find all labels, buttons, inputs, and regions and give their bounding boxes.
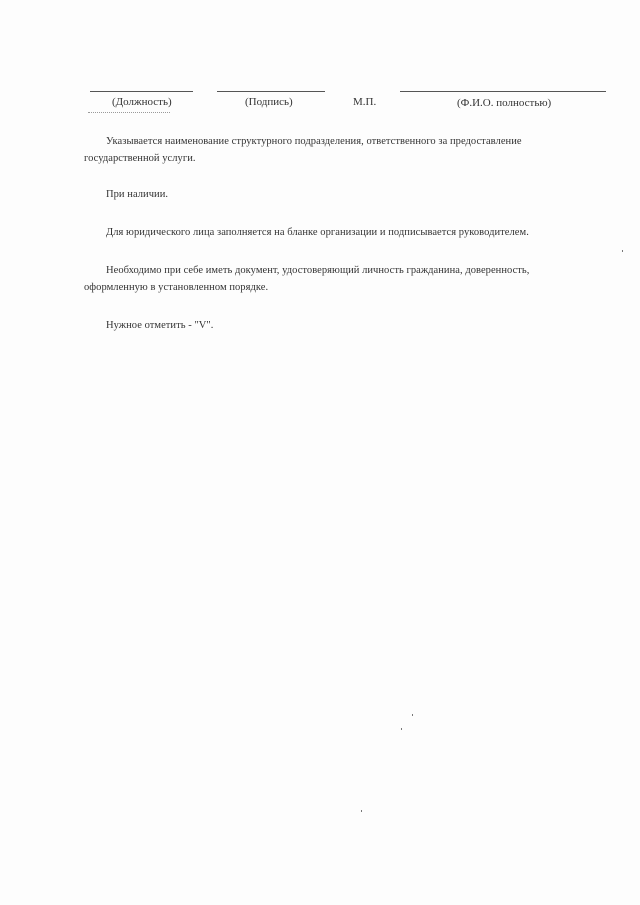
footnote-3: Для юридического лица заполняется на бланке организации и подписывается руководителем.: [106, 227, 529, 238]
footnote-5: Нужное отметить - "V".: [106, 320, 214, 331]
signature-label: (Подпись): [245, 96, 293, 108]
fullname-line: [400, 91, 606, 92]
scan-speck: [401, 728, 402, 730]
scan-speck: [622, 250, 623, 252]
scan-speck: [412, 714, 413, 716]
fullname-label: (Ф.И.О. полностью): [457, 97, 552, 109]
scan-speck: [361, 810, 362, 812]
signature-line: [217, 91, 325, 92]
footnote-2: При наличии.: [106, 189, 169, 200]
footnote-4: Необходимо при себе иметь документ, удостоверяющий личность гражданина, доверенность, оформленную в установленном порядке.: [84, 265, 530, 293]
position-line: [90, 91, 193, 92]
footnote-1: Указывается наименование структурного подразделения, ответственного за предоставление государственной услуги.: [84, 136, 522, 164]
position-label: (Должность): [112, 96, 172, 108]
footnote-separator: [88, 112, 170, 113]
seal-label: М.П.: [353, 96, 377, 108]
